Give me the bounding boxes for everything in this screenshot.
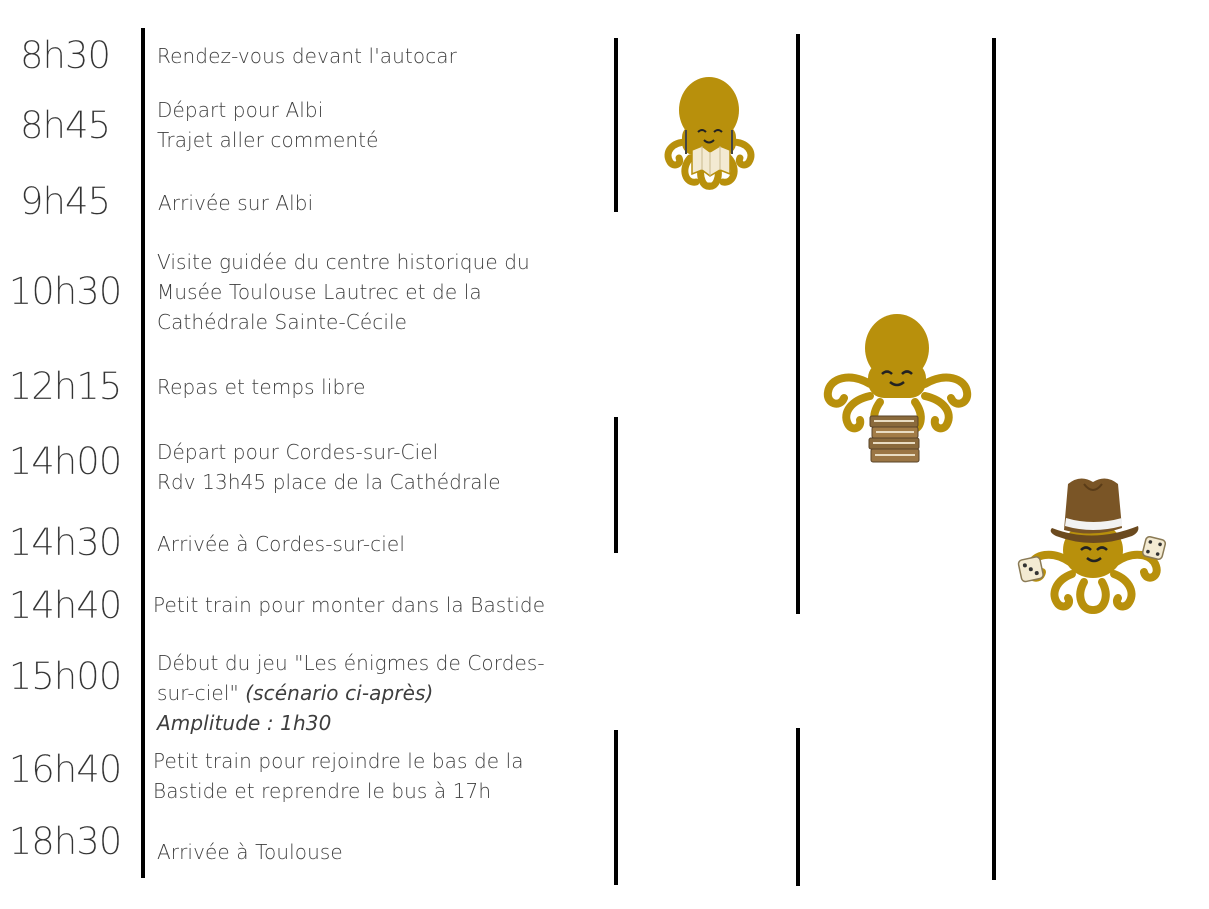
schedule-line-text: sur-ciel" (157, 681, 239, 705)
schedule-item (157, 837, 343, 867)
schedule-line: Repas et temps libre (157, 375, 366, 399)
schedule-line: Musée Toulouse Lautrec et de la (157, 280, 482, 304)
schedule-line: Départ pour Cordes-sur-Ciel (157, 440, 439, 464)
time-label: 14h40 (8, 584, 122, 627)
octopus-hat-dice-icon (1012, 470, 1172, 622)
schedule-line: Petit train pour rejoindre le bas de la (153, 749, 524, 773)
schedule-item (157, 95, 379, 155)
schedule-item (153, 590, 545, 620)
schedule-item (153, 746, 524, 806)
schedule-line: Début du jeu "Les énigmes de Cordes- (157, 651, 545, 675)
time-label: 16h40 (8, 748, 122, 791)
octopus-books-icon (820, 312, 975, 470)
octopus-guide-map-icon (652, 70, 767, 195)
time-label: 14h30 (8, 521, 122, 564)
time-label: 18h30 (8, 820, 122, 863)
schedule-item (157, 529, 405, 559)
time-label: 15h00 (8, 655, 122, 698)
schedule-line: Petit train pour monter dans la Bastide (153, 593, 546, 617)
octopus-books-icon-svg (820, 312, 975, 470)
schedule-item (157, 437, 501, 497)
time-label: 8h30 (19, 34, 111, 77)
schedule-line: Rendez-vous devant l'autocar (157, 44, 457, 68)
schedule-line: Trajet aller commenté (157, 128, 379, 152)
column-line (614, 417, 618, 553)
octopus-hat-dice-icon-svg (1012, 470, 1172, 622)
time-label: 14h00 (8, 440, 122, 483)
column-line (614, 730, 618, 885)
column-line (796, 34, 800, 614)
time-label: 12h15 (8, 365, 122, 408)
schedule-line: Bastide et reprendre le bus à 17h (153, 779, 492, 803)
schedule-line: Cathédrale Sainte-Cécile (157, 310, 408, 334)
column-line (796, 728, 800, 886)
schedule-item (158, 188, 313, 218)
schedule-line (157, 678, 545, 708)
schedule-item (157, 247, 530, 337)
schedule-item (157, 372, 366, 402)
schedule-item (157, 41, 457, 71)
schedule-line-italic: (scénario ci-après) (245, 681, 434, 705)
schedule-line: Départ pour Albi (157, 98, 324, 122)
column-line (992, 38, 996, 880)
timeline-main-line (141, 28, 145, 878)
schedule-line: Arrivée sur Albi (158, 191, 314, 215)
schedule-item (157, 648, 545, 738)
schedule-line: Rdv 13h45 place de la Cathédrale (157, 470, 501, 494)
time-label: 8h45 (19, 104, 111, 147)
schedule-line: Arrivée à Cordes-sur-ciel (157, 532, 405, 556)
schedule-line: Arrivée à Toulouse (157, 840, 343, 864)
octopus-guide-map-icon-svg (652, 70, 767, 195)
time-label: 9h45 (19, 180, 111, 223)
schedule-line: Visite guidée du centre historique du (157, 250, 530, 274)
schedule-line-italic: Amplitude : 1h30 (157, 711, 332, 735)
column-line (614, 38, 618, 212)
time-label: 10h30 (8, 270, 122, 313)
